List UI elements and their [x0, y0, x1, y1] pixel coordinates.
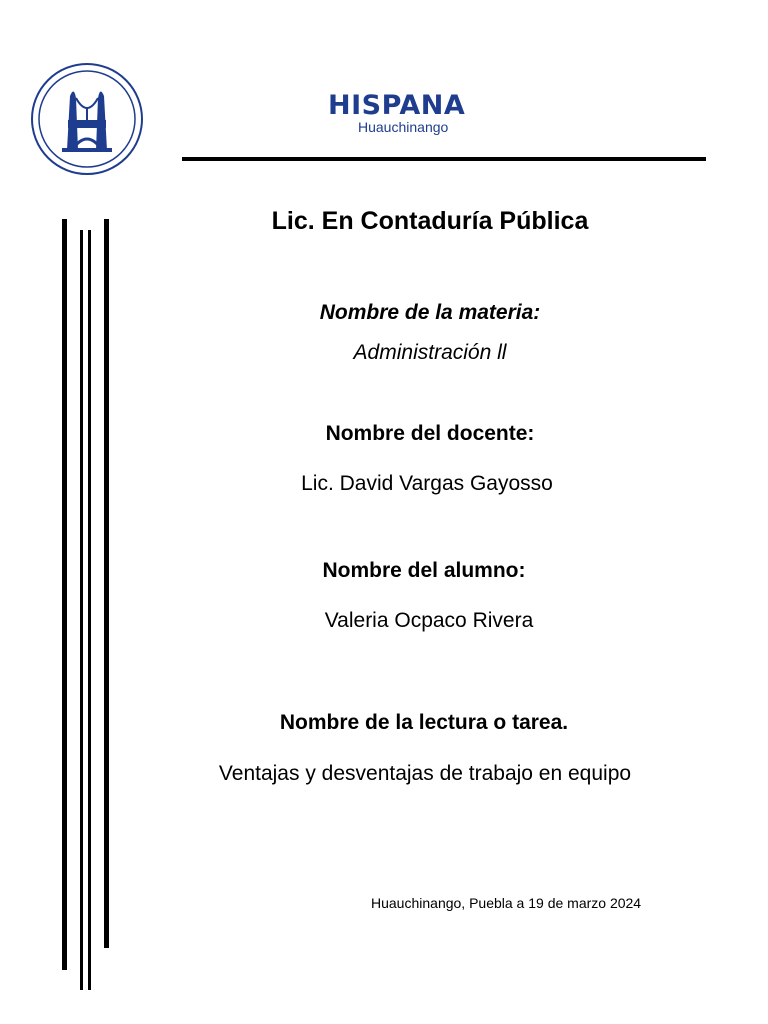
decorative-line-inner-right	[88, 230, 91, 990]
teacher-value: Lic. David Vargas Gayosso	[301, 472, 553, 495]
place-date: Huauchinango, Puebla a 19 de marzo 2024	[371, 895, 642, 911]
brand-location: Huauchinango	[358, 119, 449, 135]
student-value: Valeria Ocpaco Rivera	[324, 609, 534, 632]
task-label: Nombre de la lectura o tarea.	[279, 711, 569, 734]
cover-content	[182, 0, 678, 1024]
program-title: Lic. En Contaduría Pública	[271, 207, 589, 235]
decorative-line-outer-left	[62, 219, 67, 970]
decorative-line-outer-right	[104, 219, 109, 948]
brand-name: HISPANA	[328, 90, 466, 121]
teacher-label: Nombre del docente:	[325, 422, 535, 445]
subject-label: Nombre de la materia:	[319, 301, 541, 324]
decorative-line-inner-left	[80, 230, 83, 990]
student-label: Nombre del alumno:	[322, 559, 526, 582]
task-value: Ventajas y desventajas de trabajo en equipo	[218, 762, 632, 785]
university-seal-icon	[30, 62, 144, 176]
subject-value: Administración ll	[353, 341, 507, 364]
